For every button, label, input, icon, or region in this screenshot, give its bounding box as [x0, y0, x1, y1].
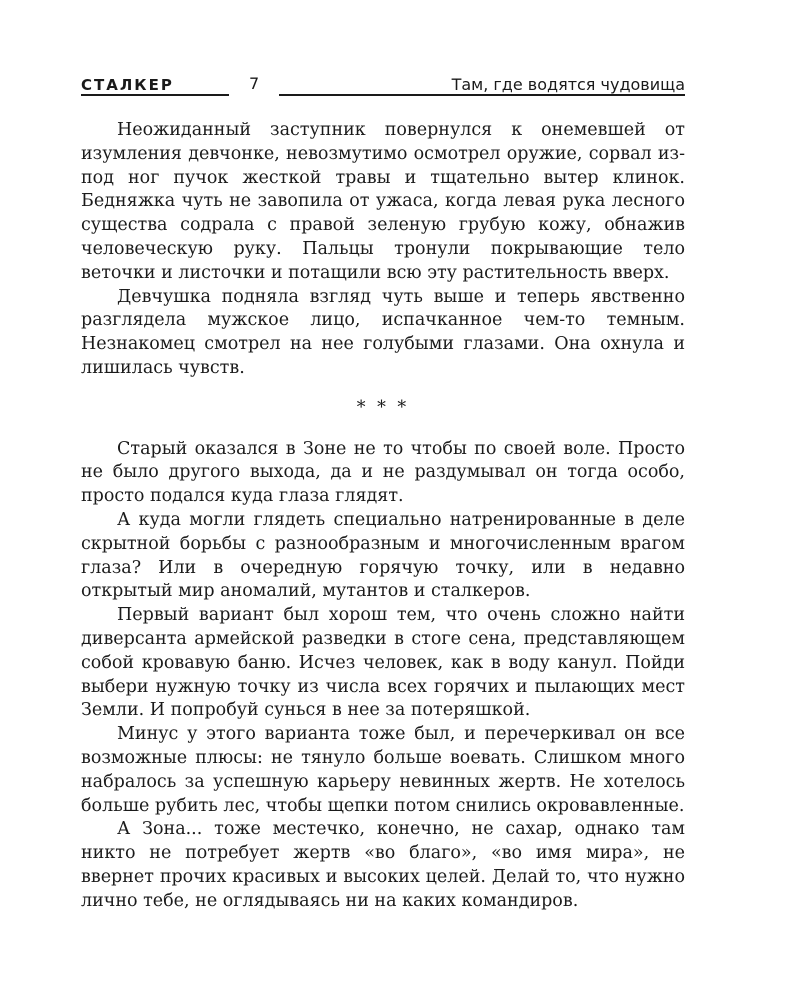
running-head — [81, 74, 685, 98]
paragraph: Минус у этого варианта тоже был, и перечеркивал он все возможные плюсы: не тянуло больше воевать. Слишком много набралось за успешную карьеру невинных жертв. Не хотелось больше рубить лес, чтобы щепки потом снились окровавленные. — [81, 724, 685, 816]
page-number: 7 — [249, 74, 260, 93]
paragraph: А Зона... тоже местечко, конечно, не сахар, однако там никто не потребует жертв «во благо», «во имя мира», не ввернет прочих красивых и высоких целей. Делай то, что нужно лично тебе, не оглядываясь ни на каких командиров. — [81, 819, 685, 911]
body-text — [81, 119, 685, 914]
paragraph: Первый вариант был хорош тем, что очень сложно найти диверсанта армейской разведки в стоге сена, представляющем собой кровавую баню. Исчез человек, как в воду канул. Пойди выбери нужную точку из числа всех горячих и пылающих мест Земли. И попробуй сунься в нее за потеряшкой. — [81, 605, 685, 721]
header-rule-left — [81, 94, 229, 96]
series-title: СТАЛКЕР — [81, 76, 174, 94]
header-rule-right — [279, 94, 685, 96]
book-title: Там, где водятся чудовища — [451, 75, 685, 94]
paragraph: Неожиданный заступник повернулся к онемевшей от изумления девчонке, невозмутимо осмотрел оружие, сорвал из-под ног пучок жесткой травы и тщательно вытер клинок. Бедняжка чуть не завопила от ужаса, когда левая рука лесного существа содрала с правой зеленую грубую кожу, обнажив человеческую руку. Пальцы тронули покрывающие тело веточки и листочки и потащили всю эту растительность вверх. — [81, 120, 685, 283]
paragraph: Девчушка подняла взгляд чуть выше и теперь явственно разглядела мужское лицо, испачканное чем-то темным. Незнакомец смотрел на нее голубыми глазами. Она охнула и лишилась чувств. — [81, 286, 685, 378]
paragraph: А куда могли глядеть специально натренированные в деле скрытной борьбы с разнообразным и многочисленным врагом глаза? Или в очередную горячую точку, или в недавно открытый мир аномалий, мутантов и сталкеров. — [81, 509, 685, 602]
paragraph: Старый оказался в Зоне не то чтобы по своей воле. Просто не было другого выхода, да и не раздумывал он тогда особо, просто подался куда глаза глядят. — [81, 438, 685, 507]
section-separator: * * * — [356, 397, 410, 418]
